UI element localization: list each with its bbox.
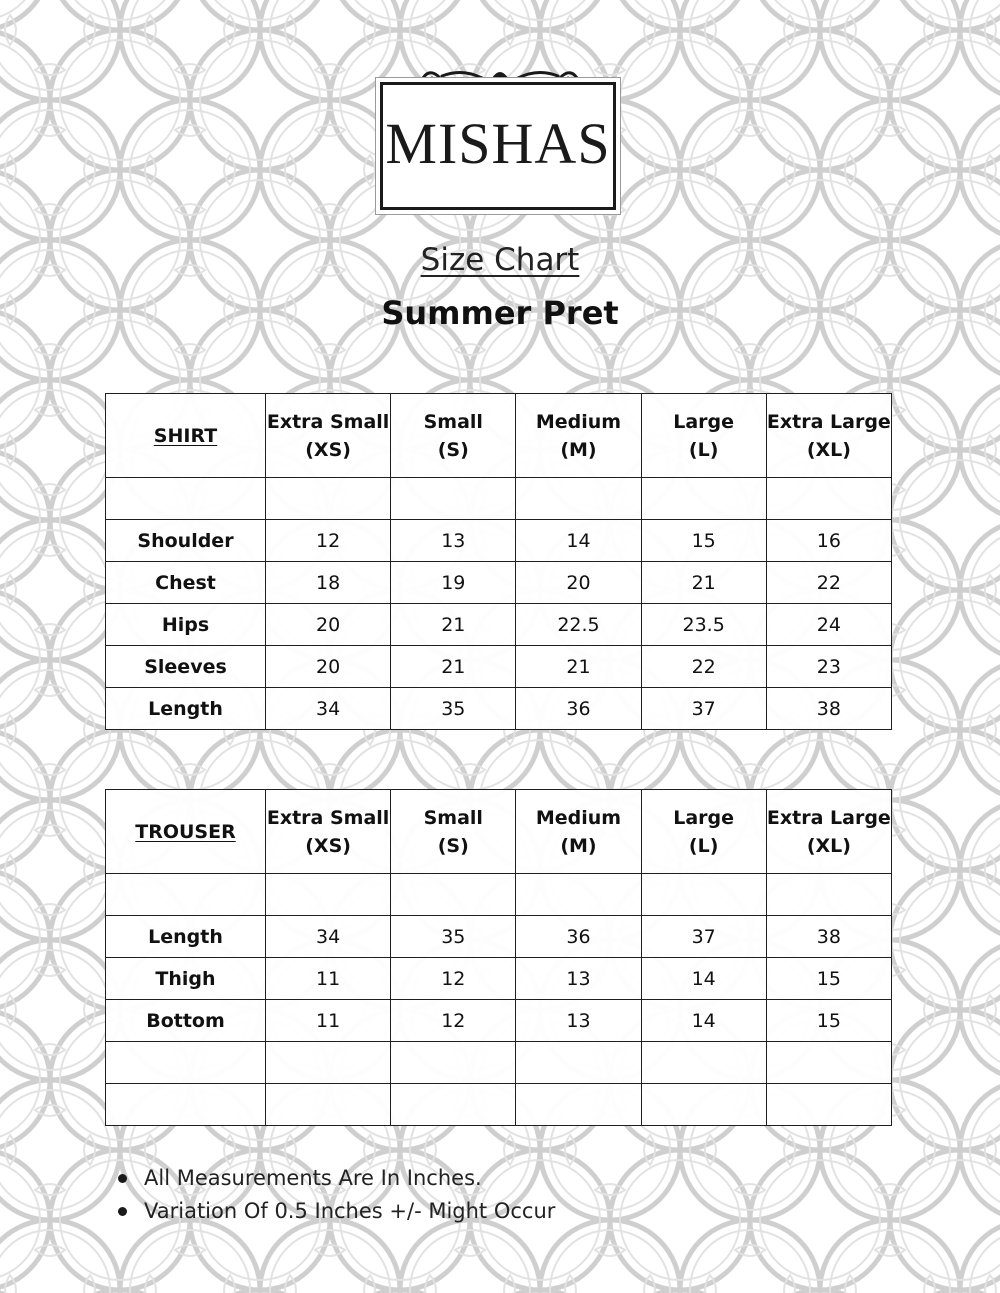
measurement-cell [266,1042,391,1084]
row-label: Hips [106,604,266,646]
measurement-cell [641,478,766,520]
section-label-trouser: TROUSER [106,790,266,874]
measurement-cell [266,874,391,916]
table-row [106,604,892,646]
row-label: Sleeves [106,646,266,688]
measurement-cell: 20 [516,562,641,604]
brand-logo [372,58,628,218]
measurement-cell: 16 [766,520,891,562]
size-column-header: Medium (M) [516,790,641,874]
table-row [106,520,892,562]
measurement-cell: 36 [516,916,641,958]
size-column-header: Extra Small (XS) [266,394,391,478]
measurement-cell: 12 [391,958,516,1000]
measurement-cell: 14 [641,958,766,1000]
measurement-cell: 22.5 [516,604,641,646]
size-column-header: Small (S) [391,790,516,874]
measurement-cell: 15 [641,520,766,562]
row-label [106,1084,266,1126]
measurement-cell [641,874,766,916]
measurement-cell: 36 [516,688,641,730]
table-header-row [106,790,892,874]
shirt-table-body [106,478,892,730]
measurement-cell: 21 [641,562,766,604]
note-item: Variation Of 0.5 Inches +/- Might Occur [116,1195,555,1228]
logo-frame [380,82,616,210]
table-row [106,1084,892,1126]
measurement-cell [766,478,891,520]
trouser-table-body [106,874,892,1126]
size-column-header: Large (L) [641,790,766,874]
measurement-cell: 11 [266,958,391,1000]
measurement-cell [391,1084,516,1126]
measurement-cell [391,478,516,520]
measurement-cell: 14 [516,520,641,562]
measurement-cell: 34 [266,916,391,958]
measurement-cell: 22 [641,646,766,688]
size-column-header: Large (L) [641,394,766,478]
measurement-cell: 37 [641,688,766,730]
measurement-cell [391,874,516,916]
measurement-cell: 15 [766,1000,891,1042]
measurement-cell: 15 [766,958,891,1000]
table-row [106,562,892,604]
measurement-cell: 37 [641,916,766,958]
measurement-cell: 21 [391,604,516,646]
table-row [106,916,892,958]
measurement-cell: 24 [766,604,891,646]
measurement-cell: 34 [266,688,391,730]
measurement-cell: 22 [766,562,891,604]
note-item: All Measurements Are In Inches. [116,1162,555,1195]
measurement-cell: 20 [266,646,391,688]
measurement-cell: 12 [266,520,391,562]
measurement-cell: 35 [391,688,516,730]
measurement-cell: 12 [391,1000,516,1042]
measurement-cell [516,1042,641,1084]
measurement-cell: 23.5 [641,604,766,646]
table-row [106,874,892,916]
row-label: Bottom [106,1000,266,1042]
measurement-cell: 11 [266,1000,391,1042]
measurement-cell: 21 [516,646,641,688]
table-row [106,1042,892,1084]
row-label: Shoulder [106,520,266,562]
measurement-cell [516,1084,641,1126]
row-label [106,478,266,520]
collection-subtitle: Summer Pret [381,294,619,332]
size-column-header: Extra Small (XS) [266,790,391,874]
row-label: Length [106,688,266,730]
table-row [106,646,892,688]
measurement-cell [516,874,641,916]
section-label-shirt: SHIRT [106,394,266,478]
measurement-cell [266,478,391,520]
row-label [106,874,266,916]
row-label: Chest [106,562,266,604]
table-row [106,688,892,730]
measurement-cell: 19 [391,562,516,604]
measurement-cell: 23 [766,646,891,688]
measurement-cell: 38 [766,688,891,730]
measurement-cell [641,1042,766,1084]
table-row [106,478,892,520]
measurement-cell [266,1084,391,1126]
size-column-header: Small (S) [391,394,516,478]
measurement-cell: 13 [516,1000,641,1042]
table-header-row [106,394,892,478]
size-column-header: Extra Large (XL) [766,394,891,478]
measurement-cell: 18 [266,562,391,604]
size-column-header: Extra Large (XL) [766,790,891,874]
brand-name: MISHAS [385,111,611,176]
table-row [106,958,892,1000]
trouser-size-table [105,789,892,1126]
measurement-cell: 14 [641,1000,766,1042]
measurement-cell [766,874,891,916]
measurement-cell: 13 [391,520,516,562]
shirt-size-table [105,393,892,730]
measurement-cell [766,1084,891,1126]
row-label: Thigh [106,958,266,1000]
measurement-cell [641,1084,766,1126]
row-label [106,1042,266,1084]
measurement-cell: 21 [391,646,516,688]
measurement-cell [516,478,641,520]
measurement-cell: 20 [266,604,391,646]
size-column-header: Medium (M) [516,394,641,478]
measurement-cell: 38 [766,916,891,958]
measurement-cell [766,1042,891,1084]
measurement-cell [391,1042,516,1084]
row-label: Length [106,916,266,958]
notes-list [116,1162,555,1228]
measurement-cell: 13 [516,958,641,1000]
measurement-cell: 35 [391,916,516,958]
table-row [106,1000,892,1042]
page-title: Size Chart [420,242,580,278]
